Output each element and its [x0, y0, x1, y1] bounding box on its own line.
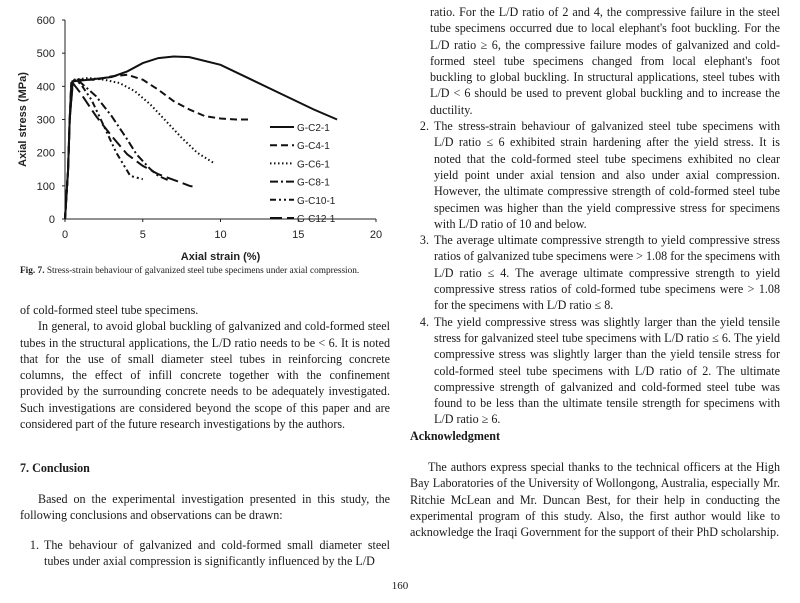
right-column [410, 4, 780, 428]
conclusion-heading: 7. Conclusion [20, 461, 90, 475]
conclusion-item-1: 1. The behaviour of galvanized and cold-formed small diameter steel tubes under axial compression is significantly influenced by the L/D [42, 537, 390, 570]
y-axis-label: Axial stress (MPa) [17, 72, 29, 167]
legend-label: G-C6-1 [297, 159, 330, 171]
conclusion-item-4: 4. The yield compressive stress was slightly larger than the yield tensile stress for galvanized steel tube specimens with L/D ratio ≤ 6. The yield compressive stress was slightly larger than the yield tensile stress for cold-formed steel tube specimens with L/D ratio of 2. The ultimate compressive strength of galvanized and cold-formed steel tube was found to be less than the ultimate tensile strength for specimens with L/D ratio ≥ 6. [432, 314, 780, 428]
x-tick-label: 15 [292, 229, 305, 241]
acknowledgment-heading: Acknowledgment [410, 429, 501, 443]
conclusion-list [20, 537, 390, 570]
conclusion-section [20, 460, 390, 476]
x-tick-label: 10 [214, 229, 227, 241]
x-tick-label: 0 [61, 229, 69, 241]
conclusion-item-1-continued: ratio. For the L/D ratio of 2 and 4, the compressive failure in the steel tube specimens occurred due to local elephant's foot buckling. For the L/D ratio ≥ 6, the compressive failure modes of galvanized and cold-formed steel tube specimens changed from local elephant's foot buckling to global buckling. In structural applications, steel tubes with L/D < 6 should be used to prevent global buckling and to increase the ductility. [430, 5, 780, 117]
conclusion-item-3: 3. The average ultimate compressive strength to yield compressive stress ratios of galvanized tube specimens were > 1.08 for the specimens with L/D ratio ≤ 4. The average ultimate compressive strength to yield compressive stress ratios of cold-formed tube specimens were > 1.08 for the specimens with L/D ratio ≤ 8. [432, 232, 780, 313]
stress-strain-chart [12, 6, 392, 266]
y-tick-label: 0 [48, 214, 55, 226]
conclusion-item-2: 2. The stress-strain behaviour of galvanized steel tube specimens with L/D ratio ≤ 6 exhibited strain hardening after the yield stress. It is noted that the cold-formed steel tube specimens exhibited no clear yield point under axial tension and also under axial compression. However, the ultimate compressive strength of cold-formed steel tube specimen was higher than the yield compressive stress for specimens with L/D ratio of 10 and below. [432, 118, 780, 232]
legend-label: G-C8-1 [297, 177, 330, 189]
y-tick-label: 300 [36, 114, 55, 127]
series-line-g-c8-1 [65, 80, 168, 219]
left-paragraph-1: of cold-formed steel tube specimens. [20, 303, 199, 317]
legend-label: G-C4-1 [297, 141, 330, 153]
figure-caption-text: Stress-strain behaviour of galvanized steel tube specimens under axial compression. [46, 266, 360, 276]
legend-label: G-C2-1 [297, 123, 330, 134]
x-axis-label: Axial strain (%) [180, 251, 261, 263]
series-line-g-c6-1 [65, 78, 214, 219]
page-number: 160 [391, 580, 409, 592]
series-line-g-c4-1 [65, 75, 252, 219]
y-tick-label: 200 [36, 147, 55, 160]
y-tick-label: 100 [36, 180, 55, 193]
figure-caption-label: Fig. 7. [20, 266, 45, 276]
conclusion-list-continued [410, 118, 780, 428]
y-tick-label: 600 [36, 15, 55, 27]
figure-caption [20, 265, 392, 278]
y-tick-label: 500 [36, 48, 55, 61]
conclusion-intro-text: Based on the experimental investigation presented in this study, the following conclusions and observations can be drawn: [20, 492, 390, 523]
acknowledgment-section [410, 428, 780, 444]
legend-label: G-C10-1 [297, 195, 336, 207]
series-line-g-c12-1 [65, 83, 193, 219]
left-paragraph-2: In general, to avoid global buckling of galvanized and cold-formed steel tubes in the structural applications, the L/D ratio needs to be < 6. It is noted that for the use of small diameter steel tubes in reinforcing concrete columns, the effect of infill concrete together with the confinement provided by the surrounding concrete needs to be adequately investigated. Such investigations are considered beyond the scope of this paper and are considered part of the future research investigations by the authors. [20, 319, 390, 432]
series-line-g-c10-1 [65, 79, 143, 219]
legend-label: G-C12-1 [297, 214, 336, 225]
acknowledgment-body [410, 459, 780, 540]
chart-legend [270, 123, 336, 225]
x-tick-label: 20 [369, 229, 383, 241]
chart-series [65, 57, 337, 220]
left-column [20, 302, 390, 432]
conclusion-list-start [20, 537, 390, 570]
acknowledgment-text: The authors express special thanks to the technical officers at the High Bay Laboratories of the University of Wollongong, Australia, especially Mr. Ritchie McLean and Mr. Duncan Best, for their help in conducting the experimental program of this study. Also, the first author would like to acknowledge the Iraqi Government for the support of their PhD scholarship. [410, 460, 780, 540]
y-tick-label: 400 [36, 81, 55, 94]
chart-axes [17, 15, 382, 263]
conclusion-intro [20, 491, 390, 524]
x-tick-label: 5 [139, 229, 146, 241]
